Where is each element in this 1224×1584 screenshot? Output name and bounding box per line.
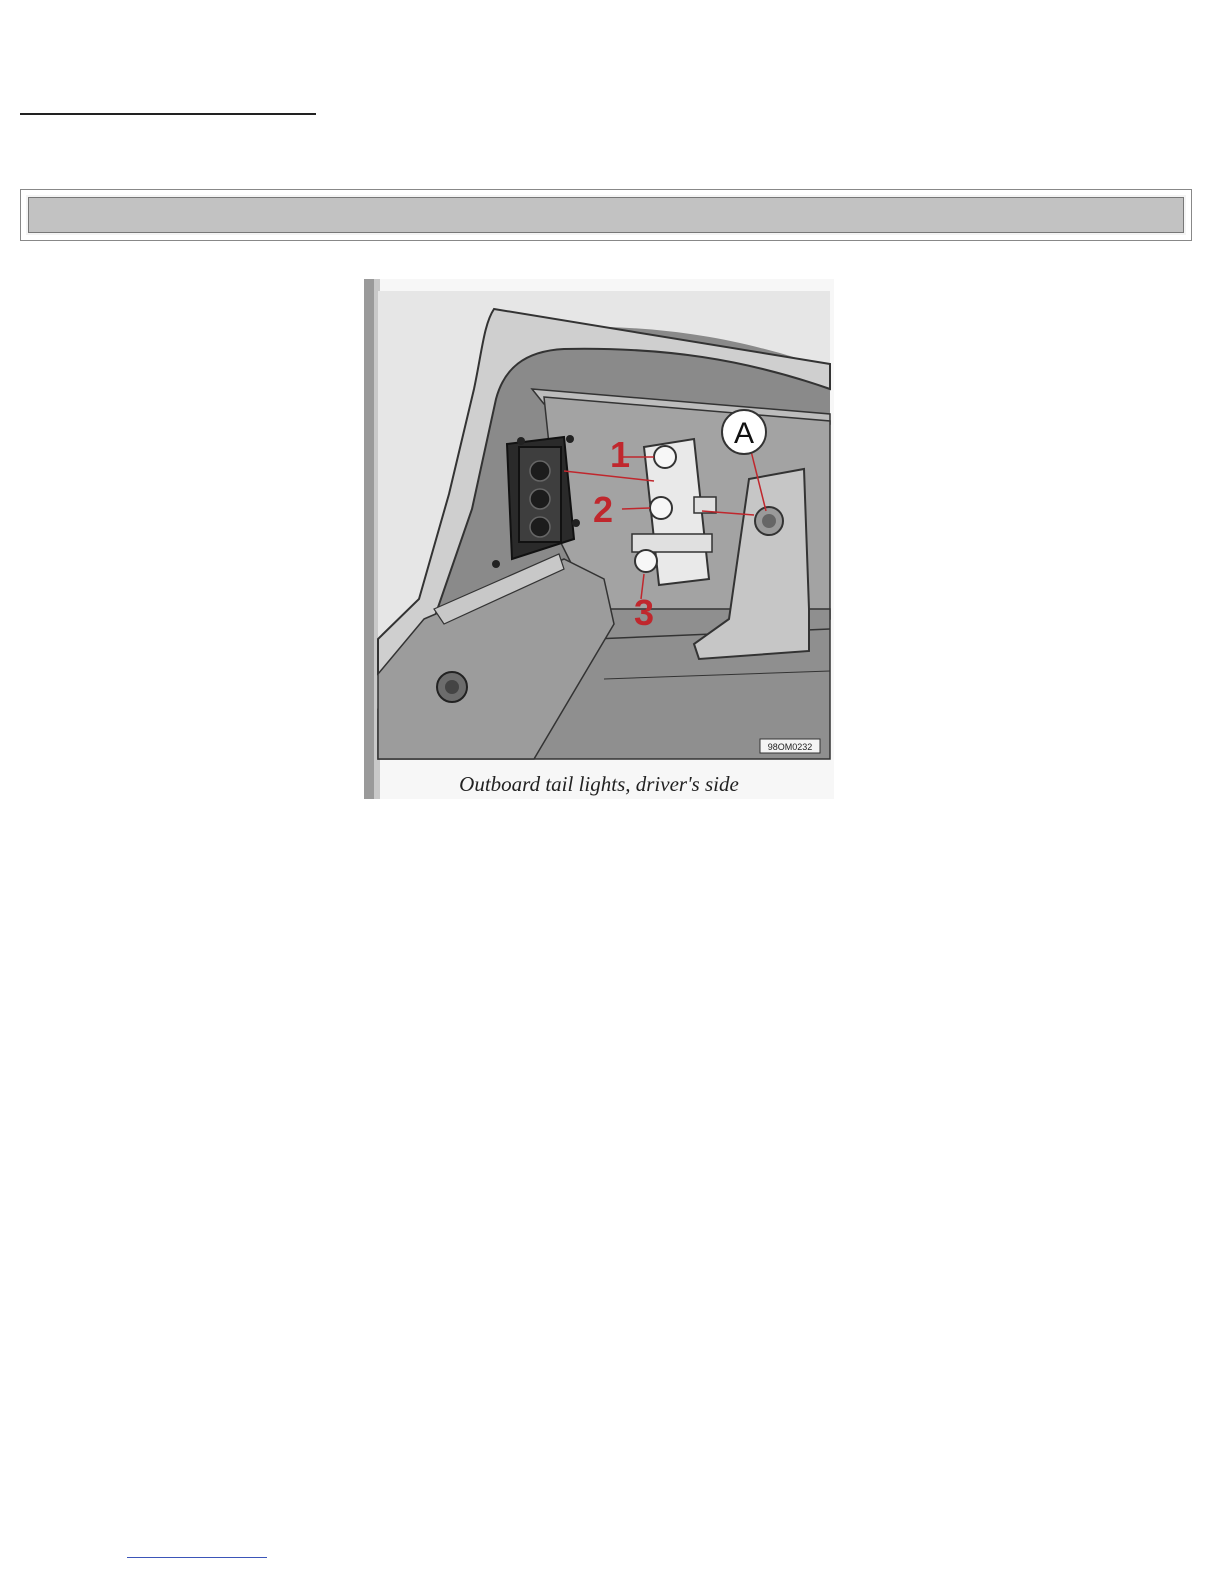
callout-a: A (733, 417, 755, 450)
section-heading-fill (26, 195, 1186, 235)
callout-1: 1 (610, 434, 631, 475)
figure-caption: Outboard tail lights, driver's side (459, 772, 739, 796)
callout-2: 2 (593, 489, 614, 530)
callout-3: 3 (634, 592, 655, 633)
bottom-link-underline[interactable] (127, 1557, 267, 1558)
figure-code: 98OM0232 (767, 742, 813, 752)
section-heading-bar (20, 189, 1192, 241)
tail-light-illustration (364, 279, 834, 799)
header-rule (20, 113, 316, 115)
tail-light-figure (364, 279, 834, 799)
